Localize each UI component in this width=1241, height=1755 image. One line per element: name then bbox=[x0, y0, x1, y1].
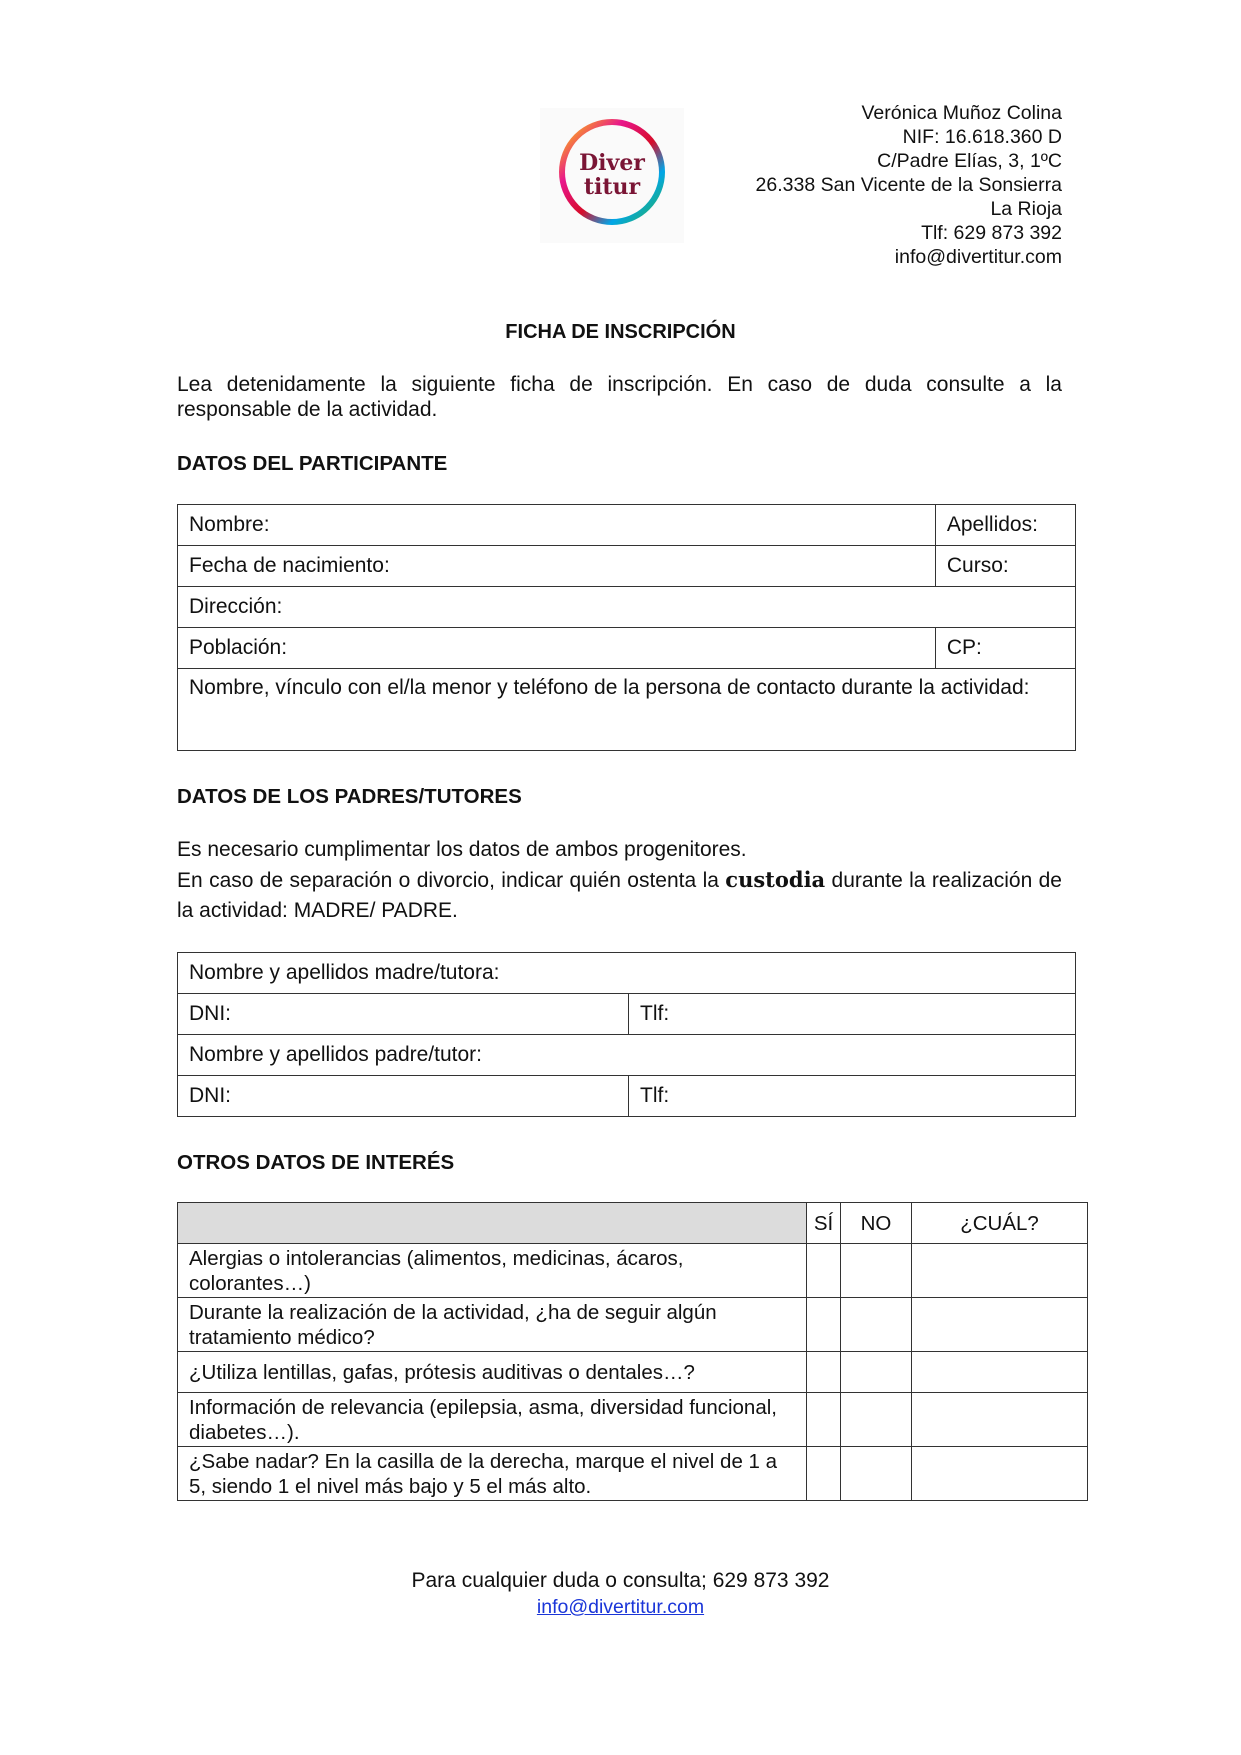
sender-phone: Tlf: 629 873 392 bbox=[921, 222, 1062, 244]
sender-address: C/Padre Elías, 3, 1ºC bbox=[877, 150, 1062, 172]
row-cual-cell[interactable] bbox=[912, 1244, 1088, 1298]
row-question: Información de relevancia (epilepsia, asma, diversidad funcional, diabetes…). bbox=[178, 1393, 807, 1447]
madre-tlf-field[interactable]: Tlf: bbox=[629, 994, 1076, 1035]
intro-text: Lea detenidamente la siguiente ficha de inscripción. En caso de duda consulte a la responsable de la actividad. bbox=[177, 373, 1062, 421]
padre-field[interactable]: Nombre y apellidos padre/tutor: bbox=[178, 1035, 1076, 1076]
footer-email-wrap bbox=[0, 1596, 1241, 1619]
direccion-field[interactable]: Dirección: bbox=[178, 587, 1076, 628]
col-cual: ¿CUÁL? bbox=[912, 1203, 1088, 1244]
row-cual-cell[interactable] bbox=[912, 1298, 1088, 1352]
row-no-cell[interactable] bbox=[841, 1352, 912, 1393]
contacto-field[interactable]: Nombre, vínculo con el/la menor y teléfono de la persona de contacto durante la actividad: bbox=[178, 669, 1076, 751]
row-question: Durante la realización de la actividad, ¿ha de seguir algún tratamiento médico? bbox=[178, 1298, 807, 1352]
madre-field[interactable]: Nombre y apellidos madre/tutora: bbox=[178, 953, 1076, 994]
parents-note-1: Es necesario cumplimentar los datos de ambos progenitores. bbox=[177, 838, 747, 861]
sender-email: info@divertitur.com bbox=[894, 246, 1062, 268]
parents-heading: DATOS DE LOS PADRES/TUTORES bbox=[177, 785, 522, 808]
parents-note-2 bbox=[177, 865, 1062, 926]
other-header-blank bbox=[178, 1203, 807, 1244]
row-si-cell[interactable] bbox=[807, 1352, 841, 1393]
sender-region: La Rioja bbox=[990, 198, 1062, 220]
fecha-nacimiento-field[interactable]: Fecha de nacimiento: bbox=[178, 546, 936, 587]
row-no-cell[interactable] bbox=[841, 1298, 912, 1352]
poblacion-field[interactable]: Población: bbox=[178, 628, 936, 669]
row-no-cell[interactable] bbox=[841, 1244, 912, 1298]
logo-text-bottom: titur bbox=[583, 174, 641, 200]
sender-nif: NIF: 16.618.360 D bbox=[902, 126, 1062, 148]
madre-dni-field[interactable]: DNI: bbox=[178, 994, 629, 1035]
other-table bbox=[177, 1202, 1088, 1501]
parents-table bbox=[177, 952, 1076, 1117]
nombre-field[interactable]: Nombre: bbox=[178, 505, 936, 546]
apellidos-field[interactable]: Apellidos: bbox=[935, 505, 1075, 546]
participant-table bbox=[177, 504, 1076, 751]
parents-note bbox=[177, 835, 1062, 926]
sender-name: Verónica Muñoz Colina bbox=[861, 102, 1062, 124]
footer-email-link[interactable]: info@divertitur.com bbox=[536, 1596, 705, 1618]
logo-ring-icon bbox=[540, 108, 684, 243]
parents-note-2b: durante la realización de la actividad: MADRE/ PADRE. bbox=[177, 869, 1062, 922]
logo-text-top: Diver bbox=[579, 150, 645, 176]
row-question: ¿Utiliza lentillas, gafas, prótesis auditivas o dentales…? bbox=[178, 1352, 807, 1393]
row-question: Alergias o intolerancias (alimentos, medicinas, ácaros, colorantes…) bbox=[178, 1244, 807, 1298]
row-no-cell[interactable] bbox=[841, 1447, 912, 1501]
padre-tlf-field[interactable]: Tlf: bbox=[629, 1076, 1076, 1117]
row-cual-cell[interactable] bbox=[912, 1352, 1088, 1393]
cp-field[interactable]: CP: bbox=[935, 628, 1075, 669]
curso-field[interactable]: Curso: bbox=[935, 546, 1075, 587]
other-heading: OTROS DATOS DE INTERÉS bbox=[177, 1151, 455, 1174]
col-no: NO bbox=[841, 1203, 912, 1244]
row-si-cell[interactable] bbox=[807, 1447, 841, 1501]
padre-dni-field[interactable]: DNI: bbox=[178, 1076, 629, 1117]
divertitur-logo bbox=[540, 108, 684, 243]
row-si-cell[interactable] bbox=[807, 1393, 841, 1447]
sender-info bbox=[756, 101, 1062, 269]
row-si-cell[interactable] bbox=[807, 1298, 841, 1352]
row-question: ¿Sabe nadar? En la casilla de la derecha, marque el nivel de 1 a 5, siendo 1 el nivel más bajo y 5 el más alto. bbox=[178, 1447, 807, 1501]
custodia-bold: custodia bbox=[725, 867, 826, 892]
row-no-cell[interactable] bbox=[841, 1393, 912, 1447]
row-cual-cell[interactable] bbox=[912, 1447, 1088, 1501]
row-si-cell[interactable] bbox=[807, 1244, 841, 1298]
col-si: SÍ bbox=[807, 1203, 841, 1244]
sender-city: 26.338 San Vicente de la Sonsierra bbox=[755, 174, 1062, 196]
footer-text: Para cualquier duda o consulta; 629 873 392 bbox=[411, 1569, 830, 1592]
page-title: FICHA DE INSCRIPCIÓN bbox=[505, 321, 736, 343]
parents-note-2a: En caso de separación o divorcio, indicar quién ostenta la bbox=[177, 869, 726, 892]
row-cual-cell[interactable] bbox=[912, 1393, 1088, 1447]
participant-heading: DATOS DEL PARTICIPANTE bbox=[177, 452, 448, 475]
